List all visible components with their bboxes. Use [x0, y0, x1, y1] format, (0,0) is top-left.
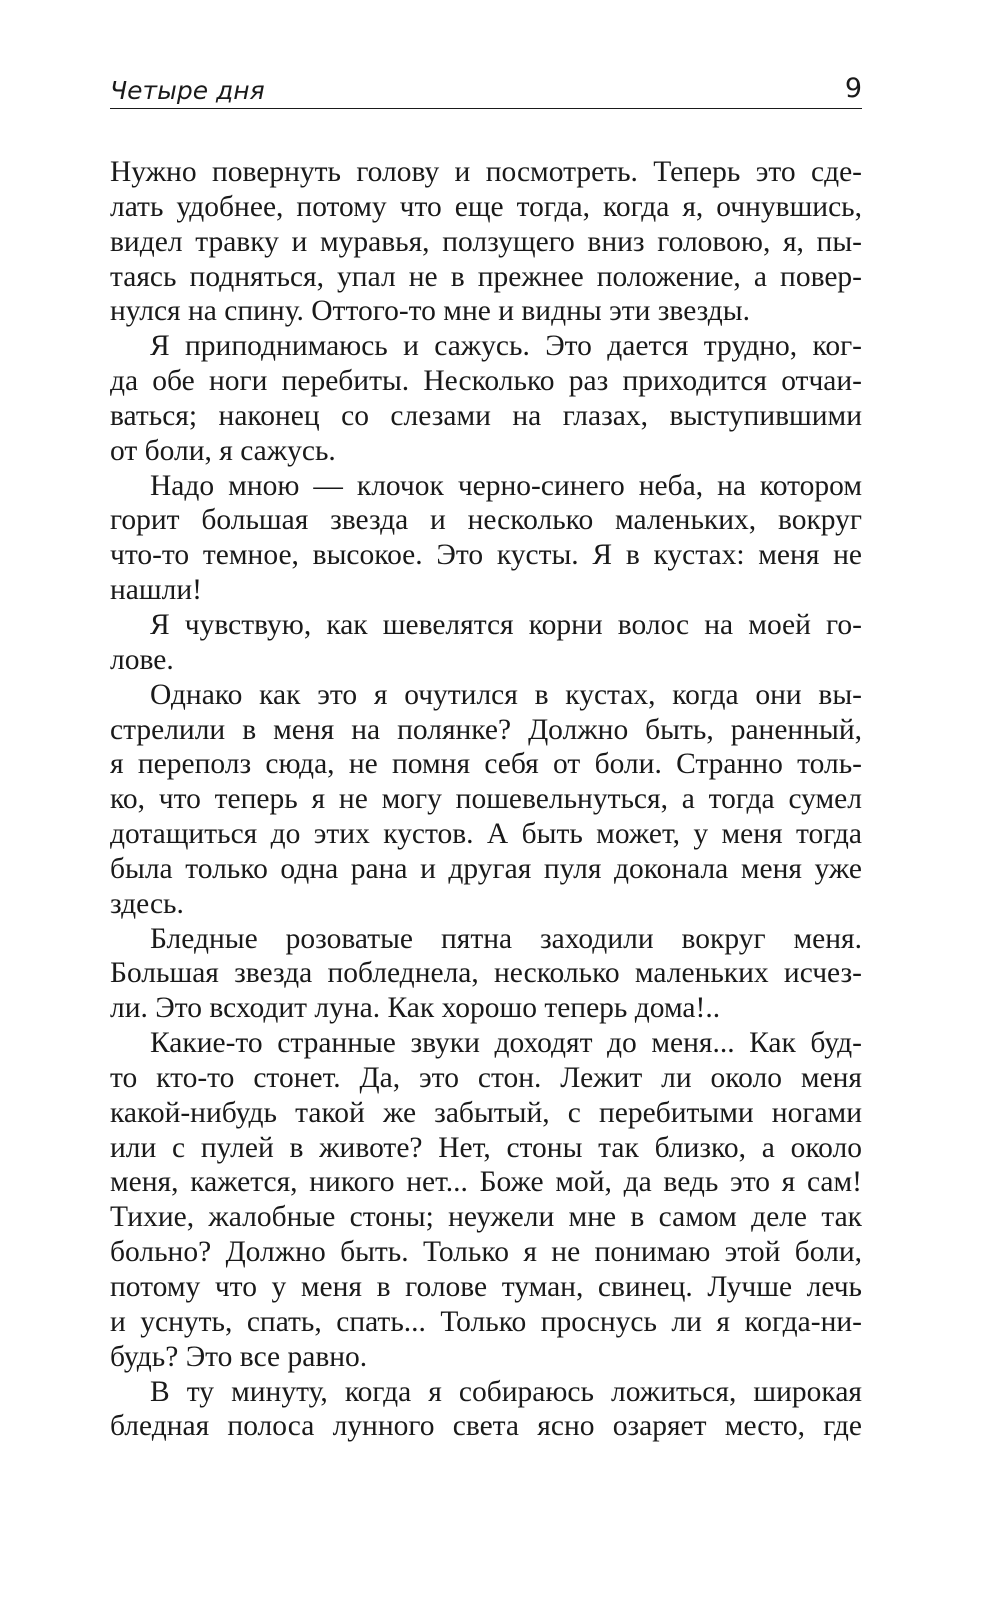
text-line: то кто-то стонет. Да, это стон. Лежит ли около меня [110, 1061, 862, 1094]
text-line: горит большая звезда и несколько маленьких, вокруг [110, 504, 862, 537]
text-line: или с пулей в животе? Нет, стоны так близко, а около [110, 1131, 862, 1164]
text-line: ли. Это всходит луна. Как хорошо теперь дома!.. [110, 992, 721, 1025]
text-line: меня, кажется, никого нет... Боже мой, да ведь это я сам! [110, 1166, 862, 1199]
text-line: здесь. [110, 887, 184, 920]
text-line: лать удобнее, потому что еще тогда, когда я, очнувшись, [110, 190, 862, 223]
page-number: 9 [844, 73, 862, 104]
text-line: какой-нибудь такой же забытый, с перебитыми ногами [110, 1096, 862, 1129]
text-line: нулся на спину. Оттого-то мне и видны эти звезды. [110, 295, 750, 328]
text-line: Я чувствую, как шевелятся корни волос на моей го- [150, 608, 862, 641]
running-title: Четыре дня [110, 76, 265, 105]
text-line: видел травку и муравья, ползущего вниз головою, я, пы- [110, 225, 862, 258]
text-line: Тихие, жалобные стоны; неужели мне в самом деле так [110, 1201, 862, 1234]
text-line: лове. [110, 643, 174, 676]
text-line: Нужно повернуть голову и посмотреть. Теперь это сде- [110, 156, 862, 188]
running-header [110, 68, 862, 109]
text-line: дотащиться до этих кустов. А быть может, у меня тогда [110, 818, 862, 851]
text-line: ваться; наконец со слезами на глазах, выступившими [110, 399, 862, 432]
text-line: В ту минуту, когда я собираюсь ложиться, широкая [150, 1375, 862, 1408]
text-line: Однако как это я очутился в кустах, когда они вы- [150, 678, 862, 711]
text-line: больно? Должно быть. Только я не понимаю этой боли, [110, 1236, 862, 1269]
text-line: стрелили в меня на полянке? Должно быть, раненный, [110, 713, 862, 746]
text-line: Я приподнимаюсь и сажусь. Это дается трудно, ког- [150, 330, 862, 363]
text-line: потому что у меня в голове туман, свинец. Лучше лечь [110, 1271, 862, 1303]
text-line: ко, что теперь я не могу пошевельнуться, а тогда сумел [110, 783, 862, 816]
text-line: будь? Это все равно. [110, 1340, 368, 1373]
text-line: да обе ноги перебиты. Несколько раз приходится отчаи- [110, 365, 862, 398]
text-line: Большая звезда побледнела, несколько маленьких исчез- [110, 957, 862, 990]
text-line: бледная полоса лунного света ясно озаряет место, где [110, 1410, 862, 1443]
text-line: Бледные розоватые пятна заходили вокруг меня. [150, 922, 862, 955]
text-line: что-то темное, высокое. Это кусты. Я в кустах: меня не [110, 539, 862, 572]
text-line: от боли, я сажусь. [110, 434, 336, 467]
text-line: была только одна рана и другая пуля доконала меня уже [110, 852, 862, 885]
page-body-text [110, 155, 862, 1444]
text-line: таясь подняться, упал не в прежнее положение, а повер- [110, 260, 862, 293]
text-line: Какие-то странные звуки доходят до меня... Как буд- [150, 1027, 862, 1060]
text-line: я переполз сюда, не помня себя от боли. Странно толь- [110, 748, 862, 781]
text-line: и уснуть, спать, спать... Только проснусь ли я когда-ни- [110, 1305, 862, 1338]
text-line: Надо мною — клочок черно-синего неба, на котором [150, 469, 862, 502]
text-line: нашли! [110, 574, 202, 607]
